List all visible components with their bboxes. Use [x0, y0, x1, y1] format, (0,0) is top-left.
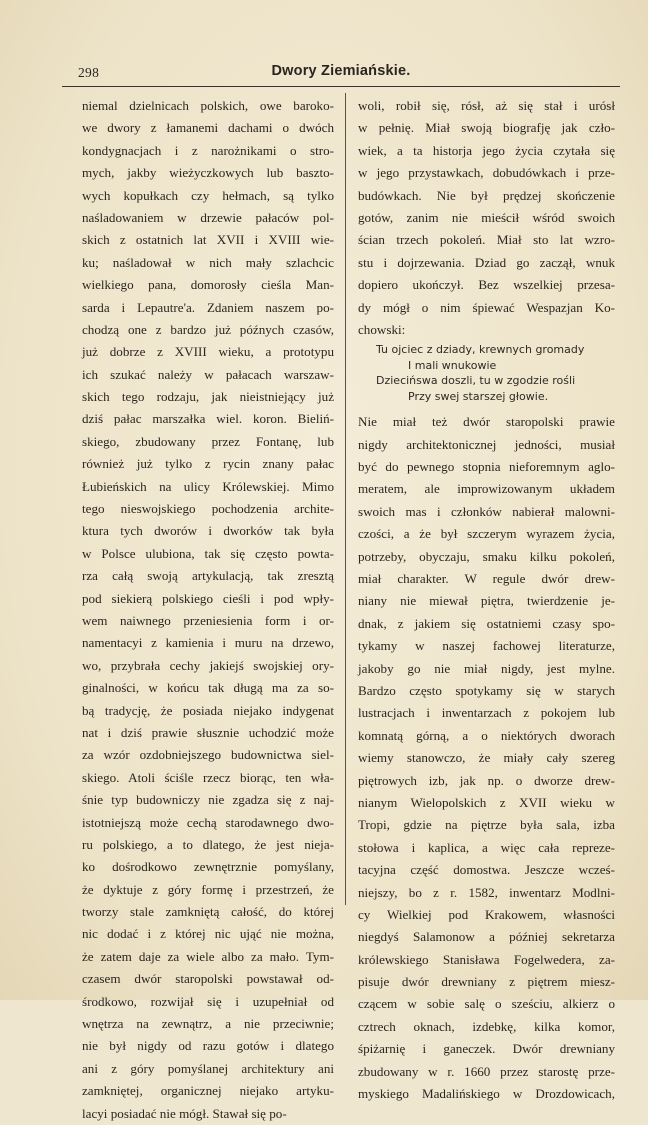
text-line: chodzą one z bardzo już późnych czasów,: [82, 321, 334, 337]
text-line: budówkach. Nie był prędzej skończenie: [358, 187, 615, 203]
text-line: zbudowany w r. 1660 przez starostę prze-: [358, 1063, 615, 1079]
text-line: istotniejszą może cechą starodawnego dwo-: [82, 814, 334, 830]
text-line: pod siekierą polskiego cieśli i pod wpły-: [82, 590, 334, 606]
text-line: sarda i Lepautre'a. Zdaniem naszem po-: [82, 299, 334, 315]
text-line: śnie typ budowniczy nie zgadza się z naj-: [82, 792, 334, 808]
text-line: skiego, zbudowany przez Fontanę, lub: [82, 433, 334, 449]
text-line: skiego. Atoli ściśle rzecz biorąc, ten wła-: [82, 769, 334, 785]
verse-quotation: [358, 342, 615, 404]
right-column-top: [358, 95, 615, 341]
header-rule: [62, 86, 620, 87]
verse-line: Tu ojciec z dziady, krewnych gromady: [376, 343, 585, 357]
text-line: namentacyi z kamienia i muru na drzewo,: [82, 635, 334, 651]
text-line: lustracjach i inwentarzach z pokojem lub: [358, 705, 615, 721]
text-line: komnatą górną, a o niektórych dworach: [358, 727, 615, 743]
verse-line: Dziecińswa doszli, tu w zgodzie rośli: [376, 374, 576, 388]
text-line: czości, a że był szczerym wyrazem życia,: [358, 526, 615, 542]
text-line: cztrech oknach, izdebkę, kilka komor,: [358, 1018, 615, 1034]
column-divider: [345, 93, 346, 905]
text-line: zamkniętej, organicznej niejako artyku-: [82, 1083, 334, 1099]
text-line: Bardzo często spotykamy się w starych: [358, 682, 615, 698]
text-line: skich z ostatnich lat XVII i XVIII wie-: [82, 232, 334, 248]
page-header: [62, 63, 620, 85]
text-line: myskiego Madalińskiego w Drozdowicach,: [358, 1086, 615, 1102]
text-line: wem naiwnego przeniesienia form i or-: [82, 612, 334, 628]
text-line: potrzeby, obyczaju, smaku kilku pokoleń,: [358, 548, 615, 564]
text-line: niegdyś Salamonow a później sekretarza: [358, 929, 615, 945]
text-line: już dobrze z XVIII wieku, a prototypu: [82, 344, 334, 360]
text-line: że zatem daje za wiele albo za mało. Tym-: [82, 948, 334, 964]
text-line: stołowa i kaplica, a więc cała repreze-: [358, 839, 615, 855]
text-line: tykamy w naszej fachowej literaturze,: [358, 638, 615, 654]
text-line: chowski:: [358, 321, 406, 337]
verse-line: Przy swej starszej głowie.: [408, 389, 549, 403]
text-line: skich tego rodzaju, jak nieistniejący już: [82, 389, 334, 405]
text-line: w jego przystawkach, dobudówkach i prze-: [358, 165, 615, 181]
text-line: we dwory z łamanemi dachami o dwóch: [82, 120, 334, 136]
text-line: wo, przybrała cechy jakiejś swojskiej ory-: [82, 657, 334, 673]
text-line: wnętrza na zewnątrz, a nie przeciwnie;: [82, 1016, 334, 1032]
text-line: pisuje dwór drewniany z piętrem miesz-: [358, 974, 615, 990]
text-line: dopiero ukończył. Bez wszelkiej przesa-: [358, 277, 615, 293]
text-line: stu i dojrzewania. Dziad go zaczął, wnuk: [358, 254, 615, 270]
text-line: woli, robił się, rósł, aż się stał i urósł: [358, 98, 615, 113]
text-line: tacyjna część domostwa. Jeszcze wcześ-: [358, 862, 615, 878]
text-line: nigdy architektonicznej jedności, musiał: [358, 436, 615, 452]
text-line: miał charakter. W regule dwór drew-: [358, 571, 615, 587]
text-line: czasem dwór staropolski powstawał od-: [82, 971, 334, 987]
text-line: Nie miał też dwór staropolski prawie: [358, 414, 615, 430]
text-line: nat i dziś prawie słusznie uchodzić może: [82, 724, 334, 740]
text-line: rza całą swoją artykulacją, tak zresztą: [82, 568, 334, 584]
text-line: nie był nigdy od razu gotów i dlatego: [82, 1038, 334, 1054]
text-line: również już tylko z rycin znany pałac: [82, 456, 334, 472]
text-line: piętrowych izb, jak np. o dworze drew-: [358, 772, 615, 788]
text-line: gotów, zanim nie mieścił wśród swoich: [358, 209, 615, 225]
verse-line: I mali wnukowie: [408, 358, 497, 372]
text-line: tworzy stale zamkniętą całość, do której: [82, 904, 334, 920]
text-line: ru polskiego, a to dlatego, że jest nieja-: [82, 836, 334, 852]
text-line: czącem w sobie salę o sześciu, alkierz o: [358, 996, 615, 1012]
text-line: ich szukać należy w pałacach warszaw-: [82, 366, 334, 382]
text-line: nic dodać i z której nic ująć nie można,: [82, 926, 334, 942]
text-line: bą tradycję, że posiada niejako indygenat: [82, 702, 334, 718]
text-line: królewskiego Stanisława Fogelwedera, za-: [358, 951, 615, 967]
text-line: ku; naśladował w nich mały szlachcic: [82, 254, 334, 270]
text-line: wiemy stanowczo, że miały cały szereg: [358, 750, 615, 766]
text-line: lacyi posiadać nie mógł. Stawał się po-: [82, 1105, 287, 1121]
text-line: ginalności, w końcu tak długą ma za so-: [82, 680, 334, 696]
page-number: 298: [78, 65, 100, 80]
text-line: ko dośrodkowo zewnętrznie pomyślany,: [82, 859, 334, 875]
text-line: nianym Wielopolskich z XVII wieku w: [358, 794, 615, 810]
text-line: ścian trzech pokoleń. Miał sto lat wzro-: [358, 232, 615, 248]
text-line: Łubieńskich na ulicy Królewskiej. Mimo: [82, 478, 334, 494]
right-column: [358, 95, 615, 1105]
text-line: w Polsce ulubiona, tak się często powta-: [82, 545, 334, 561]
text-line: dziś pałac marszałka wiel. koron. Bieliń-: [82, 411, 334, 427]
text-line: jakoby go nie miał nigdy, jest mylne.: [358, 660, 615, 676]
text-line: że dyktuje z góry formę i przestrzeń, że: [82, 881, 334, 897]
text-line: za wzór ozdobniejszego budownictwa siel-: [82, 747, 334, 763]
text-line: meratem, ale improwizowanym układem: [358, 481, 615, 497]
text-line: Tropi, gdzie na piętrze była sala, izba: [358, 817, 615, 833]
text-line: mych, jakby wieżyczkowych lub baszto-: [82, 165, 334, 181]
text-line: naśladowaniem w drzewie pałaców pol-: [82, 209, 334, 225]
text-line: ktura tych dworów i dworków tak była: [82, 523, 334, 539]
left-column: [82, 95, 334, 1125]
text-line: swoich mas i członków nabierał malowni-: [358, 503, 615, 519]
text-line: dnak, z jakiem się ostatniemi czasy spo-: [358, 615, 615, 631]
text-line: wych kopułkach czy hełmach, są tylko: [82, 187, 334, 203]
text-line: ani z góry pomyślanej architektury ani: [82, 1060, 334, 1076]
text-line: kondygnacjach i z narożnikami o stro-: [82, 142, 334, 158]
text-line: śpiżarnię i ganeczek. Dwór drewniany: [358, 1041, 615, 1057]
text-line: środkowo, rozwijał się i uzupełniał od: [82, 993, 334, 1009]
text-line: niany nie miewał piętra, twierdzenie je-: [358, 593, 615, 609]
text-line: wiek, a ta historja jego życia czytała się: [358, 142, 615, 158]
text-line: w pełnię. Miał swoją biografję jak czło-: [358, 120, 615, 136]
text-line: wielkiego pana, domorosły cieśla Man-: [82, 277, 334, 293]
text-line: cy Wielkiej pod Krakowem, własności: [358, 906, 615, 922]
right-column-bottom: [358, 411, 615, 1105]
text-line: tego nieswojskiego pochodzenia archite-: [82, 501, 334, 517]
text-line: niejszy, bo z r. 1582, inwentarz Modlni-: [358, 884, 615, 900]
text-line: niemal dzielnicach polskich, owe baroko-: [82, 98, 334, 113]
text-line: dy mógł o nim śpiewać Wespazjan Ko-: [358, 299, 615, 315]
text-line: być do pewnego stopnia nieforemnym aglo-: [358, 459, 615, 475]
running-title: Dwory Ziemiańskie.: [271, 63, 411, 79]
